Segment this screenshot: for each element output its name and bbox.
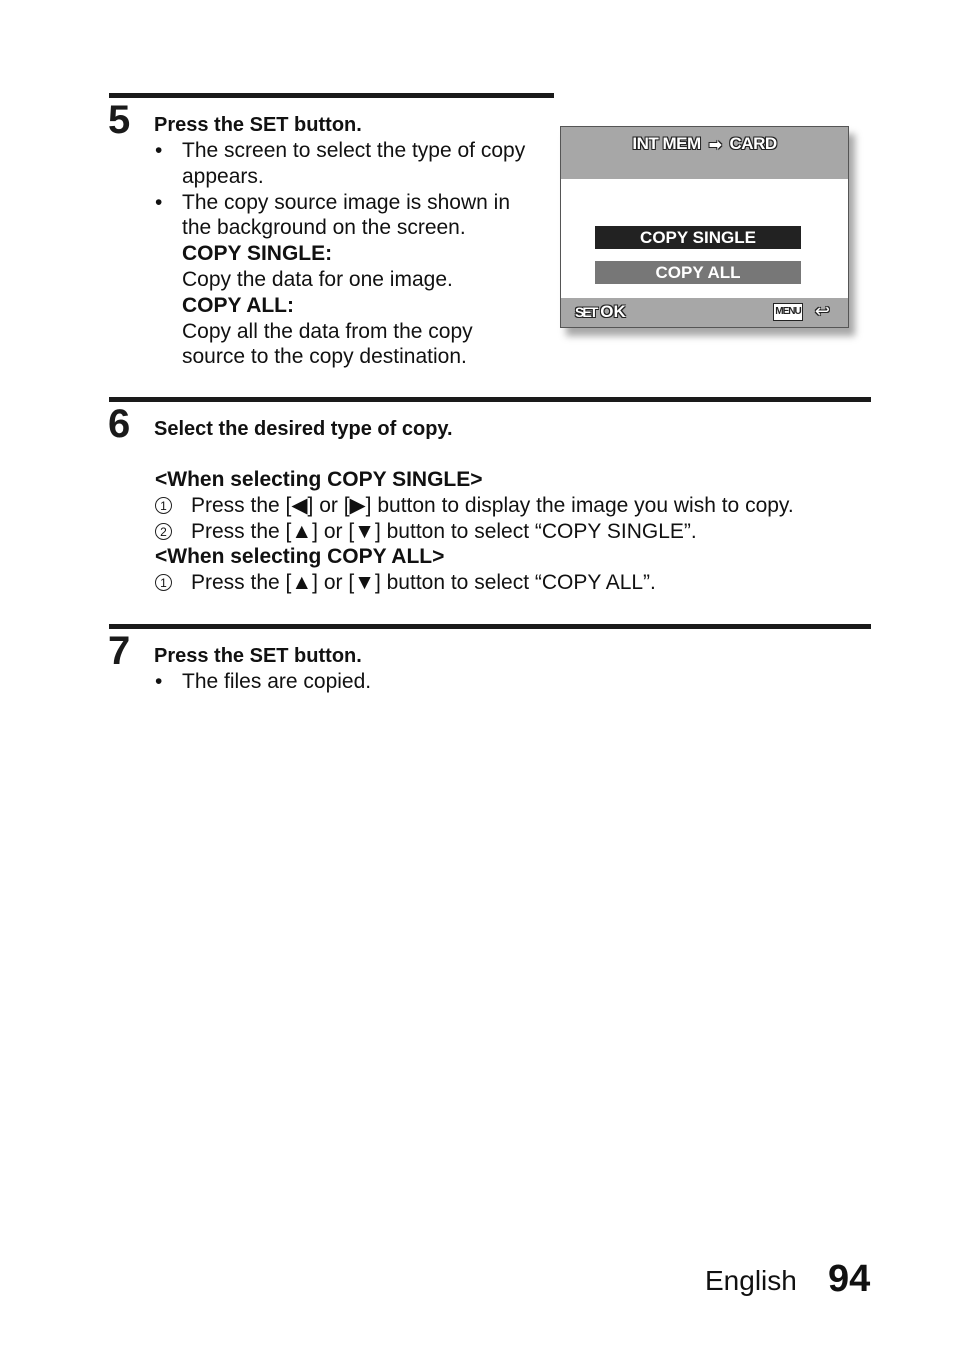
- footer-language: English: [705, 1265, 797, 1296]
- copy-single-label: COPY SINGLE:: [182, 242, 333, 266]
- step7-bullet: [155, 669, 855, 695]
- step6-body: [155, 467, 855, 596]
- screen-bottom-bar: [561, 298, 848, 327]
- copy-all-step-1: [155, 570, 855, 596]
- step7-rule: [109, 624, 871, 629]
- step7-body: [155, 669, 855, 695]
- step6-rule: [109, 397, 871, 402]
- bullet-icon: •: [155, 190, 163, 214]
- step7-heading: Press the SET button.: [154, 645, 362, 667]
- copy-single-desc: Copy the data for one image.: [182, 267, 453, 291]
- step5-rule: [109, 93, 554, 98]
- circled-number: 1: [155, 574, 172, 591]
- ok-label: OK: [600, 302, 626, 321]
- step5-body: [155, 138, 540, 370]
- copy-single-step-2-text: Press the [▲] or [▼] button to select “COPY SINGLE”.: [191, 519, 697, 543]
- copy-all-option[interactable]: COPY ALL: [595, 261, 801, 284]
- source-label: INT MEM: [632, 134, 701, 153]
- destination-label: CARD: [729, 134, 777, 153]
- camera-screen: [560, 126, 849, 328]
- step7-bullet-text: The files are copied.: [182, 670, 372, 693]
- copy-all-step-1-text: Press the [▲] or [▼] button to select “COPY ALL”.: [191, 571, 656, 595]
- set-icon: SET: [575, 304, 597, 320]
- copy-all-desc: Copy all the data from the copy source to the copy destination.: [182, 319, 473, 369]
- set-ok-hint: [575, 302, 626, 322]
- right-arrow-icon: ➡: [708, 136, 722, 154]
- circled-number: 2: [155, 523, 172, 540]
- step6-number: 6: [108, 402, 131, 446]
- copy-all-subheading: <When selecting COPY ALL>: [155, 545, 445, 569]
- screen-title: [561, 134, 848, 155]
- step5-bullet-2: [155, 190, 540, 242]
- step5-bullet-1: [155, 138, 540, 190]
- copy-single-step-2: [155, 519, 855, 545]
- screen-title-bar: [561, 127, 848, 179]
- step6-heading: Select the desired type of copy.: [154, 418, 453, 440]
- copy-single-step-1: [155, 493, 855, 519]
- step7-number: 7: [108, 629, 131, 673]
- copy-single-step-1-text: Press the [◀] or [▶] button to display the image you wish to copy.: [191, 493, 794, 517]
- step5-heading: Press the SET button.: [154, 114, 362, 136]
- return-icon: ↩: [814, 301, 830, 321]
- step5-bullet-1-text: The screen to select the type of copy appears.: [182, 139, 526, 188]
- copy-single-option[interactable]: COPY SINGLE: [595, 226, 801, 249]
- bullet-icon: •: [155, 139, 163, 162]
- copy-all-label: COPY ALL:: [182, 293, 295, 317]
- copy-single-subheading: <When selecting COPY SINGLE>: [155, 468, 483, 491]
- menu-icon: MENU: [773, 303, 803, 321]
- bullet-icon: •: [155, 670, 163, 693]
- step5-number: 5: [108, 98, 131, 142]
- page-number: 94: [828, 1258, 871, 1300]
- circled-number: 1: [155, 497, 172, 514]
- step5-bullet-2-text: The copy source image is shown in the background on the screen.: [182, 190, 510, 240]
